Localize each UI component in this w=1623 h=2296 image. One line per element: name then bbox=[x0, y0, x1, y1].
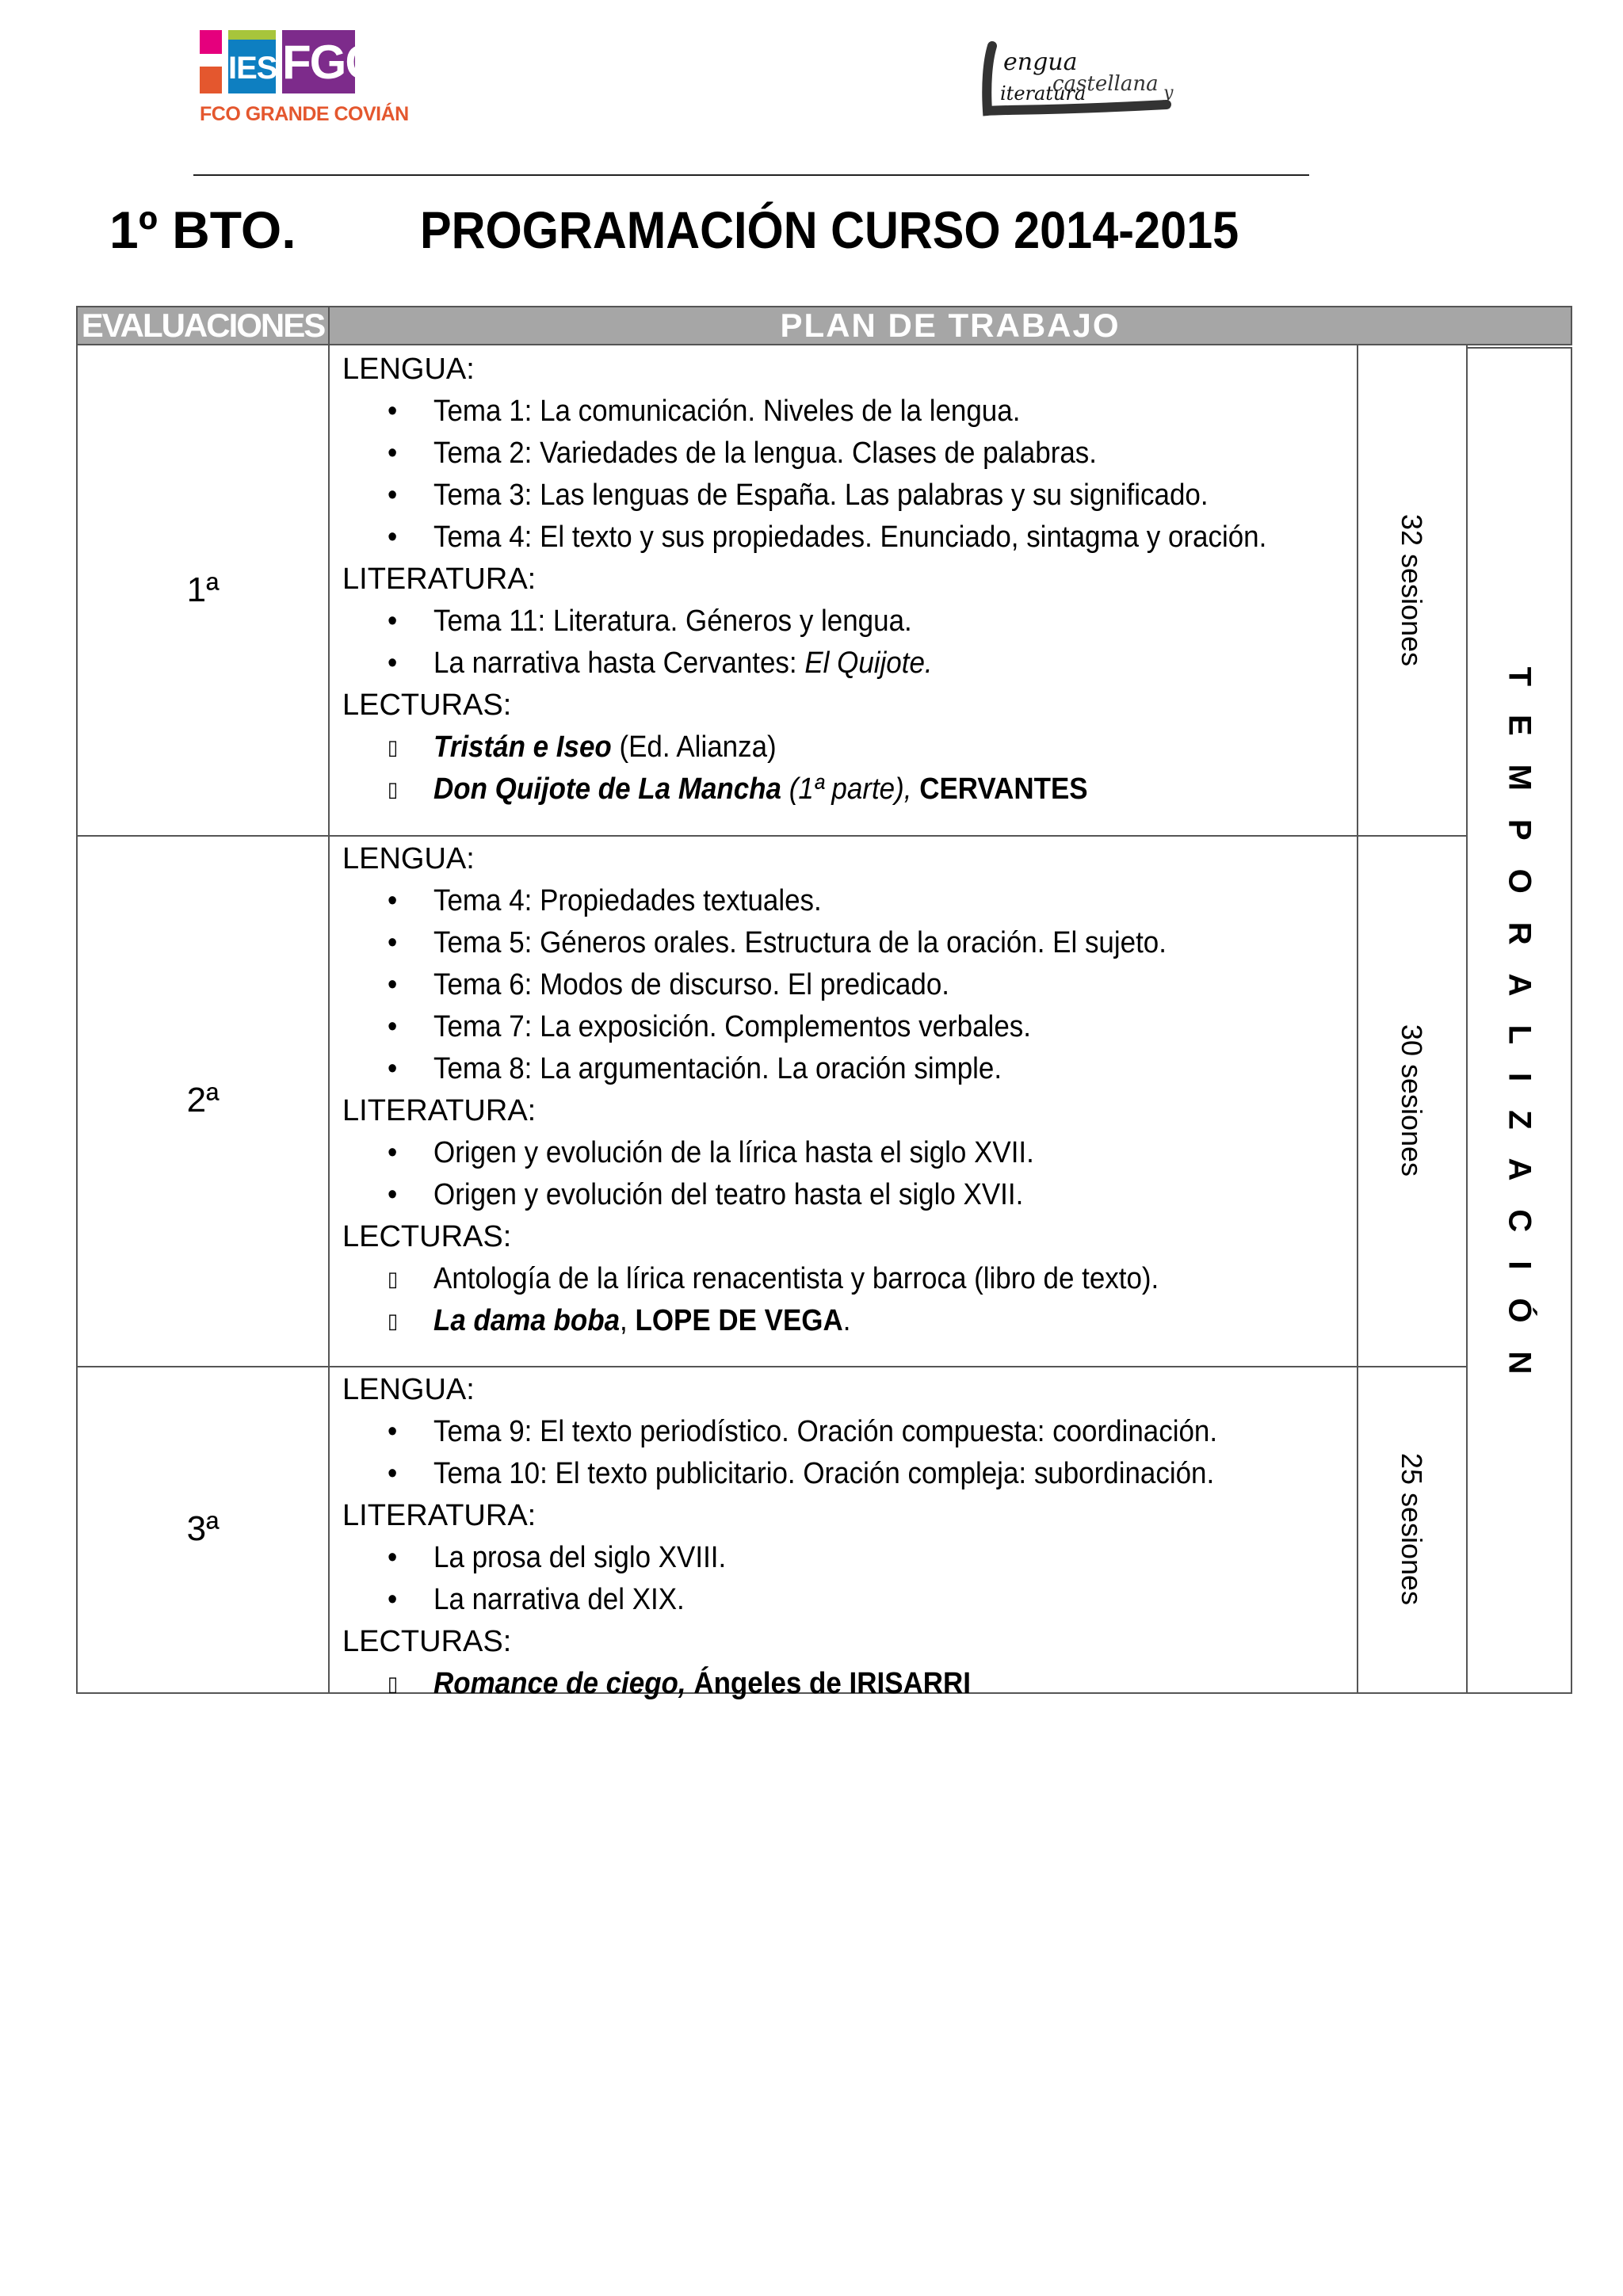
table-row bbox=[76, 1366, 1468, 1700]
logo-word-lengua: engua bbox=[1003, 48, 1078, 76]
table-row bbox=[76, 835, 1468, 1367]
reading-item bbox=[342, 1300, 1268, 1342]
section-label: LECTURAS: bbox=[342, 1625, 512, 1658]
evaluation-cell bbox=[76, 345, 330, 835]
reading-item: ▯ Antología de la lírica renacentista y barroca (libro de texto). bbox=[342, 1258, 1268, 1300]
reading-item bbox=[342, 769, 1268, 810]
logo-square-orange bbox=[200, 67, 222, 93]
list-item: • Tema 3: Las lenguas de España. Las palabras y su significado. bbox=[342, 475, 1268, 517]
reading-item bbox=[342, 1663, 1268, 1705]
grade-label: 1º BTO. bbox=[109, 200, 296, 259]
reading-title: Romance de ciego, bbox=[433, 1667, 686, 1700]
programming-table bbox=[76, 306, 1572, 1700]
reading-item bbox=[342, 727, 1268, 769]
section-label: LITERATURA: bbox=[342, 1499, 537, 1532]
evaluation-label: 3ª bbox=[186, 1509, 220, 1548]
header-plan-de-trabajo: PLAN DE TRABAJO bbox=[328, 306, 1572, 345]
section-label: LECTURAS: bbox=[342, 1220, 512, 1253]
logo-word-literatura: iteratura bbox=[1000, 82, 1086, 105]
reading-separator: , bbox=[620, 1304, 636, 1337]
header-evaluaciones: EVALUACIONES bbox=[76, 306, 330, 345]
section-label: LENGUA: bbox=[342, 1373, 475, 1406]
header-divider bbox=[193, 174, 1309, 176]
lengua-castellana-logo bbox=[976, 38, 1184, 130]
table-row bbox=[76, 345, 1468, 837]
evaluation-label: 1ª bbox=[186, 570, 220, 609]
section-label: LITERATURA: bbox=[342, 1094, 537, 1127]
temporalizacion-cell bbox=[1466, 347, 1572, 1694]
logo-fgc-box bbox=[282, 30, 378, 93]
logo-word-y: y bbox=[1163, 83, 1174, 103]
logo-green-bar bbox=[228, 30, 276, 40]
list-item: • Tema 5: Géneros orales. Estructura de la oración. El sujeto. bbox=[342, 922, 1268, 964]
list-item: • Tema 6: Modos de discurso. El predicado. bbox=[342, 964, 1268, 1006]
section-label: LENGUA: bbox=[342, 842, 475, 875]
temporalizacion-label: TEMPORALIZACIÓN bbox=[1502, 666, 1537, 1403]
section-label: LECTURAS: bbox=[342, 688, 512, 722]
sessions-label: 30 sesiones bbox=[1396, 1024, 1428, 1177]
logo-square-pink bbox=[200, 30, 222, 54]
list-item: • La prosa del siglo XVIII. bbox=[342, 1537, 1268, 1579]
list-item: • Tema 9: El texto periodístico. Oración compuesta: coordinación. bbox=[342, 1411, 1268, 1453]
ies-fgc-logo bbox=[200, 30, 409, 133]
list-item: • Tema 8: La argumentación. La oración simple. bbox=[342, 1048, 1268, 1090]
list-item: • Tema 7: La exposición. Complementos verbales. bbox=[342, 1006, 1268, 1048]
sessions-cell bbox=[1357, 1366, 1468, 1692]
reading-end: . bbox=[842, 1304, 851, 1337]
logo-school-name: FCO GRANDE COVIÁN bbox=[200, 103, 409, 125]
reading-author: CERVANTES bbox=[919, 772, 1088, 806]
plan-cell bbox=[328, 345, 1358, 835]
sessions-cell bbox=[1357, 345, 1468, 835]
logo-ies-text: IES bbox=[228, 51, 277, 86]
evaluation-cell bbox=[76, 1366, 330, 1692]
reading-title: La dama boba bbox=[433, 1304, 621, 1337]
logo-word-castellana: castellana bbox=[1052, 72, 1159, 96]
reading-author: LOPE DE VEGA bbox=[635, 1304, 843, 1337]
reading-detail: (Ed. Alianza) bbox=[611, 730, 777, 764]
list-item: • Tema 11: Literatura. Géneros y lengua. bbox=[342, 601, 1268, 643]
logo-fgc-text: FGC bbox=[282, 36, 378, 89]
plan-cell bbox=[328, 1366, 1358, 1700]
sessions-label: 25 sesiones bbox=[1396, 1452, 1428, 1606]
reading-title: Tristán e Iseo bbox=[433, 730, 612, 764]
section-label: LITERATURA: bbox=[342, 563, 537, 596]
reading-title: Don Quijote de La Mancha bbox=[433, 772, 781, 806]
section-label: LENGUA: bbox=[342, 353, 475, 386]
plan-cell bbox=[328, 835, 1358, 1366]
list-item: • Tema 4: Propiedades textuales. bbox=[342, 880, 1268, 922]
evaluation-label: 2ª bbox=[186, 1081, 220, 1119]
logo-ies-box bbox=[228, 30, 276, 93]
list-item-text: La narrativa hasta Cervantes: bbox=[433, 646, 805, 680]
list-item: • Origen y evolución del teatro hasta el siglo XVII. bbox=[342, 1174, 1268, 1216]
list-item: • Tema 10: El texto publicitario. Oración compleja: subordinación. bbox=[342, 1453, 1268, 1495]
reading-author: Ángeles de IRISARRI bbox=[685, 1667, 972, 1700]
list-item: • Tema 2: Variedades de la lengua. Clases de palabras. bbox=[342, 433, 1268, 475]
reading-detail: (1ª parte), bbox=[781, 772, 920, 806]
list-item: • La narrativa del XIX. bbox=[342, 1579, 1268, 1621]
list-item: • Tema 1: La comunicación. Niveles de la lengua. bbox=[342, 391, 1268, 433]
list-item bbox=[342, 643, 1268, 685]
list-item: • Tema 4: El texto y sus propiedades. Enunciado, sintagma y oración. bbox=[342, 517, 1268, 559]
page-title: PROGRAMACIÓN CURSO 2014-2015 bbox=[420, 200, 1239, 259]
sessions-cell bbox=[1357, 835, 1468, 1366]
evaluation-cell bbox=[76, 835, 330, 1366]
sessions-label: 32 sesiones bbox=[1396, 513, 1428, 667]
list-item: • Origen y evolución de la lírica hasta el siglo XVII. bbox=[342, 1132, 1268, 1174]
list-item-italic: El Quijote. bbox=[804, 646, 933, 680]
